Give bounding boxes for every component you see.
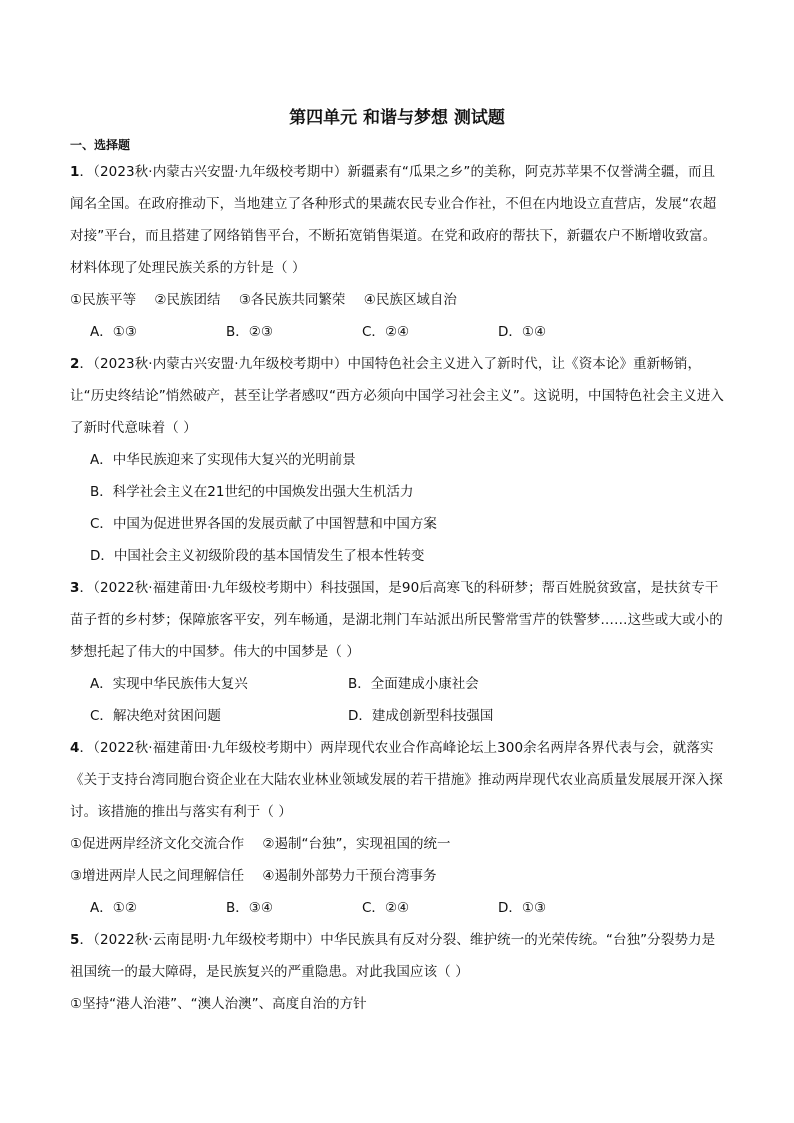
question-text xyxy=(70,348,724,444)
option-text: 中华民族迎来了实现伟大复兴的光明前景 xyxy=(112,452,356,468)
option-text: ②③ xyxy=(248,324,273,340)
option-b[interactable] xyxy=(90,476,724,508)
option-text: ③④ xyxy=(248,900,273,916)
option-d[interactable] xyxy=(498,316,634,348)
question-3 xyxy=(70,572,724,732)
option-label: A． xyxy=(90,452,113,468)
question-stem: ．（2023秋·内蒙古兴安盟·九年级校考期中）新疆素有“瓜果之乡”的美称，阿克苏苹果不仅誉满全疆，而且闻名全国。在政府推动下，当地建立了各种形式的果蔬农民专业合作社，不但在内地设立直营店，发展“农超对接”平台，而且搭建了网络销售平台，不断拓宽销售渠道。在党和政府的帮扶下，新疆农户不断增收致富。材料体现了处理民族关系的方针是（ ） xyxy=(70,164,717,276)
question-number: 1 xyxy=(70,164,80,180)
options-list xyxy=(70,444,724,572)
question-number: 4 xyxy=(70,740,80,756)
statement-item: ①民族平等 xyxy=(70,292,137,308)
question-5 xyxy=(70,924,724,1020)
question-number: 2 xyxy=(70,356,80,372)
option-b[interactable] xyxy=(226,892,362,924)
option-label: B． xyxy=(90,484,113,500)
statement-row xyxy=(70,988,724,1020)
statement-row xyxy=(70,828,724,860)
option-text: ②④ xyxy=(384,324,410,340)
option-label: D． xyxy=(498,900,522,916)
option-a[interactable] xyxy=(90,892,226,924)
option-label: C． xyxy=(90,516,113,532)
option-d[interactable] xyxy=(348,700,606,732)
option-text: 科学社会主义在21世纪的中国焕发出强大生机活力 xyxy=(112,484,414,500)
option-text: 中国社会主义初级阶段的基本国情发生了根本性转变 xyxy=(113,548,425,564)
question-stem: ．（2022秋·云南昆明·九年级校考期中）中华民族具有反对分裂、维护统一的光荣传统。“台独”分裂势力是祖国统一的最大障碍，是民族复兴的严重隐患。对此我国应该（ ） xyxy=(70,932,716,980)
question-stem: ．（2022秋·福建莆田·九年级校考期中）科技强国，是90后高寒飞的科研梦；帮百姓脱贫致富，是扶贫专干苗子哲的乡村梦；保障旅客平安，列车畅通，是湖北荆门车站派出所民警常雪芹的铁警梦……这些或大或小的梦想托起了伟大的中国梦。伟大的中国梦是（ ） xyxy=(70,580,723,660)
option-label: A． xyxy=(90,324,113,340)
option-text: 建成创新型科技强国 xyxy=(371,708,494,724)
question-number: 5 xyxy=(70,932,80,948)
option-a[interactable] xyxy=(90,316,226,348)
option-text: ①③ xyxy=(112,324,137,340)
option-c[interactable] xyxy=(90,508,724,540)
option-label: C． xyxy=(362,900,385,916)
option-text: 实现中华民族伟大复兴 xyxy=(112,676,248,692)
statement-row xyxy=(70,284,724,316)
question-text xyxy=(70,572,724,668)
option-a[interactable] xyxy=(90,444,724,476)
option-label: B． xyxy=(226,900,249,916)
option-text: ①③ xyxy=(521,900,547,916)
option-label: C． xyxy=(90,708,113,724)
option-label: D． xyxy=(90,548,114,564)
option-d[interactable] xyxy=(90,540,724,572)
statement-item: ④遏制外部势力干预台湾事务 xyxy=(262,868,437,884)
option-label: D． xyxy=(498,324,522,340)
option-b[interactable] xyxy=(348,668,606,700)
option-label: D． xyxy=(348,708,372,724)
option-label: B． xyxy=(226,324,249,340)
option-label: A． xyxy=(90,900,113,916)
option-c[interactable] xyxy=(90,700,348,732)
question-1 xyxy=(70,156,724,348)
question-text xyxy=(70,156,724,284)
statement-item: ①坚持“港人治港”、“澳人治澳”、高度自治的方针 xyxy=(70,996,367,1012)
options-row xyxy=(70,892,724,924)
question-number: 3 xyxy=(70,580,80,596)
statement-item: ②民族团结 xyxy=(154,292,221,308)
question-4 xyxy=(70,732,724,924)
options-row xyxy=(70,316,724,348)
option-label: A． xyxy=(90,676,113,692)
option-text: ①② xyxy=(112,900,137,916)
option-text: 全面建成小康社会 xyxy=(370,676,479,692)
option-text: ②④ xyxy=(384,900,410,916)
statement-item: ①促进两岸经济文化交流合作 xyxy=(70,836,245,852)
option-d[interactable] xyxy=(498,892,634,924)
page-title: 第四单元 和谐与梦想 测试题 xyxy=(289,108,505,128)
question-text xyxy=(70,732,724,828)
document-page xyxy=(70,100,724,1020)
option-text: 中国为促进世界各国的发展贡献了中国智慧和中国方案 xyxy=(112,516,437,532)
question-stem: ．（2023秋·内蒙古兴安盟·九年级校考期中）中国特色社会主义进入了新时代，让《资本论》重新畅销，让“历史终结论”悄然破产，甚至让学者感叹“西方必须向中国学习社会主义”。这说明，中国特色社会主义进入了新时代意味着（ ） xyxy=(70,356,724,436)
option-b[interactable] xyxy=(226,316,362,348)
option-label: C． xyxy=(362,324,385,340)
option-text: ①④ xyxy=(521,324,547,340)
option-a[interactable] xyxy=(90,668,348,700)
question-stem: ．（2022秋·福建莆田·九年级校考期中）两岸现代农业合作高峰论坛上300余名两岸各界代表与会，就落实《关于支持台湾同胞台资企业在大陆农业林业领域发展的若干措施》推动两岸现代农业高质量发展展开深入探讨。该措施的推出与落实有利于（ ） xyxy=(70,740,723,820)
section-heading: 一、选择题 xyxy=(70,138,131,152)
options-grid xyxy=(70,668,724,732)
question-2 xyxy=(70,348,724,572)
statement-row xyxy=(70,860,724,892)
statement-item: ③增进两岸人民之间理解信任 xyxy=(70,868,245,884)
statement-item: ④民族区域自治 xyxy=(363,292,457,308)
option-label: B． xyxy=(348,676,371,692)
option-c[interactable] xyxy=(362,316,498,348)
question-text xyxy=(70,924,724,988)
statement-item: ②遏制“台独”，实现祖国的统一 xyxy=(262,836,451,852)
option-c[interactable] xyxy=(362,892,498,924)
statement-item: ③各民族共同繁荣 xyxy=(238,292,346,308)
option-text: 解决绝对贫困问题 xyxy=(112,708,221,724)
